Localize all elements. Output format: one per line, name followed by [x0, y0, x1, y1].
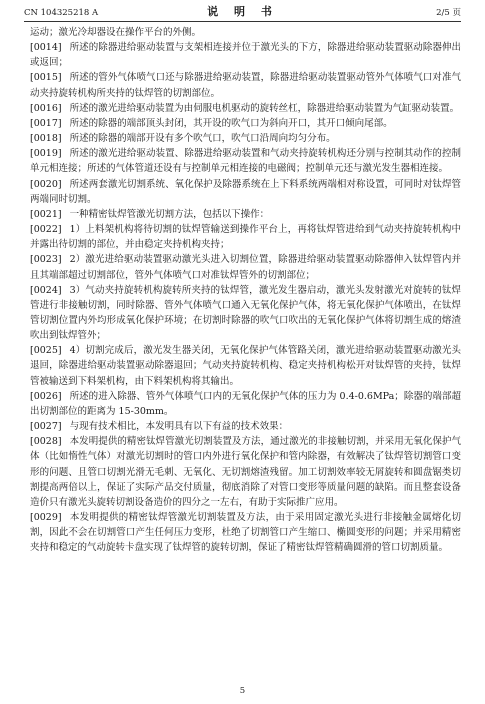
paragraph-number: [0021] [30, 208, 62, 220]
paragraph [30, 510, 461, 555]
paragraph [30, 343, 461, 388]
paragraph [30, 177, 461, 207]
paragraph-number: [0016] [30, 102, 62, 114]
paragraph [30, 131, 461, 146]
paragraph-list [30, 40, 461, 555]
paragraph-number: [0025] [30, 345, 62, 357]
paragraph [30, 419, 461, 434]
document-body [30, 25, 461, 555]
paragraph-text: 所述的激光进给驱动装置、除器进给驱动装置和气动夹持旋转机构还分别与控制其动作的控制单元相连接；所述的气体管道还设有与控制单元相连接的电磁阀；控制单元还与激光发生器相连接。 [30, 148, 461, 175]
paragraph [30, 252, 461, 282]
page-header [24, 6, 461, 20]
paragraph [30, 101, 461, 116]
publication-number: CN 104325218 A [24, 8, 99, 18]
paragraph-text: 3）气动夹持旋转机构旋转所夹持的钛焊管，激光发生器启动，激光头发射激光对旋转的钛焊管进行非接触切割，同时除器、管外气体喷气口通入无氧化保护气体，将无氧化保护气体喷出，在钛焊管切割位置内外均形成氧化保护环境；在切割时除器的吹气口吹出的无氧化保护气体将切割生成的熔渣吹出到钛焊管外； [30, 284, 461, 342]
paragraph-number: [0026] [30, 390, 62, 402]
paragraph-text: 一种精密钛焊管激光切割方法，包括以下操作： [69, 208, 270, 220]
continuation-line: 运动；激光冷却器设在操作平台的外侧。 [30, 27, 202, 38]
paragraph-number: [0019] [30, 148, 62, 160]
paragraph [30, 146, 461, 176]
paragraph-text: 所述两套激光切割系统、氧化保护及除器系统在上下料系统两端相对称设置，可同时对钛焊管两端同时切割。 [30, 178, 461, 205]
paragraph-text: 所述的除器进给驱动装置与支架相连接并位于激光头的下方，除器进给驱动装置驱动除器伸出或返回； [30, 42, 461, 69]
paragraph-text: 本发明提供的精密钛焊管激光切割装置及方法，由于采用固定激光头进行非接触金属熔化切割，因此不会在切割管口产生任何压力变形，杜绝了切割管口产生缩口、椭圆变形的问题；并采用精密夹持和稳定的气动旋转卡盘实现了钛焊管的旋转切割，保证了精密钛焊管精确圆滑的管口切割质量。 [30, 512, 461, 554]
header-divider [24, 21, 461, 22]
paragraph-text: 与现有技术相比，本发明具有以下有益的技术效果： [69, 421, 289, 433]
paragraph-text: 所述的除器的端部开设有多个吹气口，吹气口沿周向均匀分布。 [69, 133, 336, 145]
paragraph-text: 4）切割完成后，激光发生器关闭，无氧化保护气体管路关闭，激光进给驱动装置驱动激光头退回，除器进给驱动装置驱动除器退回；气动夹持旋转机构、稳定夹持机构松开对钛焊管的夹持，钛焊管被输送到下料架机构，由下料架机构将其输出。 [30, 345, 461, 387]
paragraph [30, 207, 461, 222]
page-footer [0, 686, 485, 696]
paragraph-text: 1）上料架机构将待切割的钛焊管输送到操作平台上，再将钛焊管进给到气动夹持旋转机构中并露出待切割的部位，并由稳定夹持机构夹持； [30, 224, 461, 251]
paragraph-text: 本发明提供的精密钛焊管激光切割装置及方法，通过激光的非接触切割，并采用无氧化保护气体（比如惰性气体）对激光切割时的管口内外进行氧化保护和管内除器，有效解决了钛焊管切割管口变形的问题、且管口切割光滑无毛刺、无氧化、无切割熔渣残留。加工切割效率较无屑旋转和圆盘锯类切割提高两倍以上，保证了实际产品交付质量，彻底消除了对管口变形等质量问题的缺陷。而且整套设备造价只有激光头旋转切割设备造价的四分之一左右，有助于实际推广应用。 [30, 436, 461, 508]
paragraph [30, 222, 461, 252]
paragraph [30, 70, 461, 100]
page-number: 5 [239, 686, 246, 696]
paragraph-number: [0028] [30, 436, 62, 448]
paragraph-number: [0017] [30, 117, 62, 129]
paragraph [30, 389, 461, 419]
paragraph-text: 2）激光进给驱动装置驱动激光头进入切割位置，除器进给驱动装置驱动除器伸入钛焊管内并且其端部超过切割部位，管外气体喷气口对准钛焊管外的切割部位； [30, 254, 461, 281]
paragraph [30, 283, 461, 344]
paragraph-number: [0015] [30, 72, 62, 84]
paragraph-number: [0014] [30, 42, 62, 54]
paragraph-number: [0027] [30, 421, 62, 433]
paragraph-text: 所述的进入除器、管外气体喷气口内的无氧化保护气体的压力为 0.4-0.6MPa；除器的端部超出切割部位的距离为 15-30mm。 [30, 390, 461, 417]
paragraph-number: [0018] [30, 133, 62, 145]
paragraph-number: [0022] [30, 224, 62, 236]
paragraph-text: 所述的除器的端部顶头封闭，其开设的吹气口为斜向开口，其开口倾向尾部。 [69, 117, 393, 129]
paragraph-number: [0020] [30, 178, 62, 190]
document-title: 说 明 书 [207, 5, 278, 18]
paragraph [30, 434, 461, 510]
paragraph-number: [0023] [30, 254, 62, 266]
paragraph-number: [0029] [30, 512, 62, 523]
paragraph-number: [0024] [30, 284, 62, 296]
paragraph-text: 所述的激光进给驱动装置为由伺服电机驱动的旋转丝杠，除器进给驱动装置为气缸驱动装置。 [69, 102, 460, 114]
page-indicator: 2/5 页 [436, 8, 461, 18]
paragraph [30, 116, 461, 131]
paragraph [30, 40, 461, 70]
paragraph-text: 所述的管外气体喷气口还与除器进给驱动装置，除器进给驱动装置驱动管外气体喷气口对准气动夹持旋转机构所夹持的钛焊管的切割部位。 [30, 72, 461, 99]
